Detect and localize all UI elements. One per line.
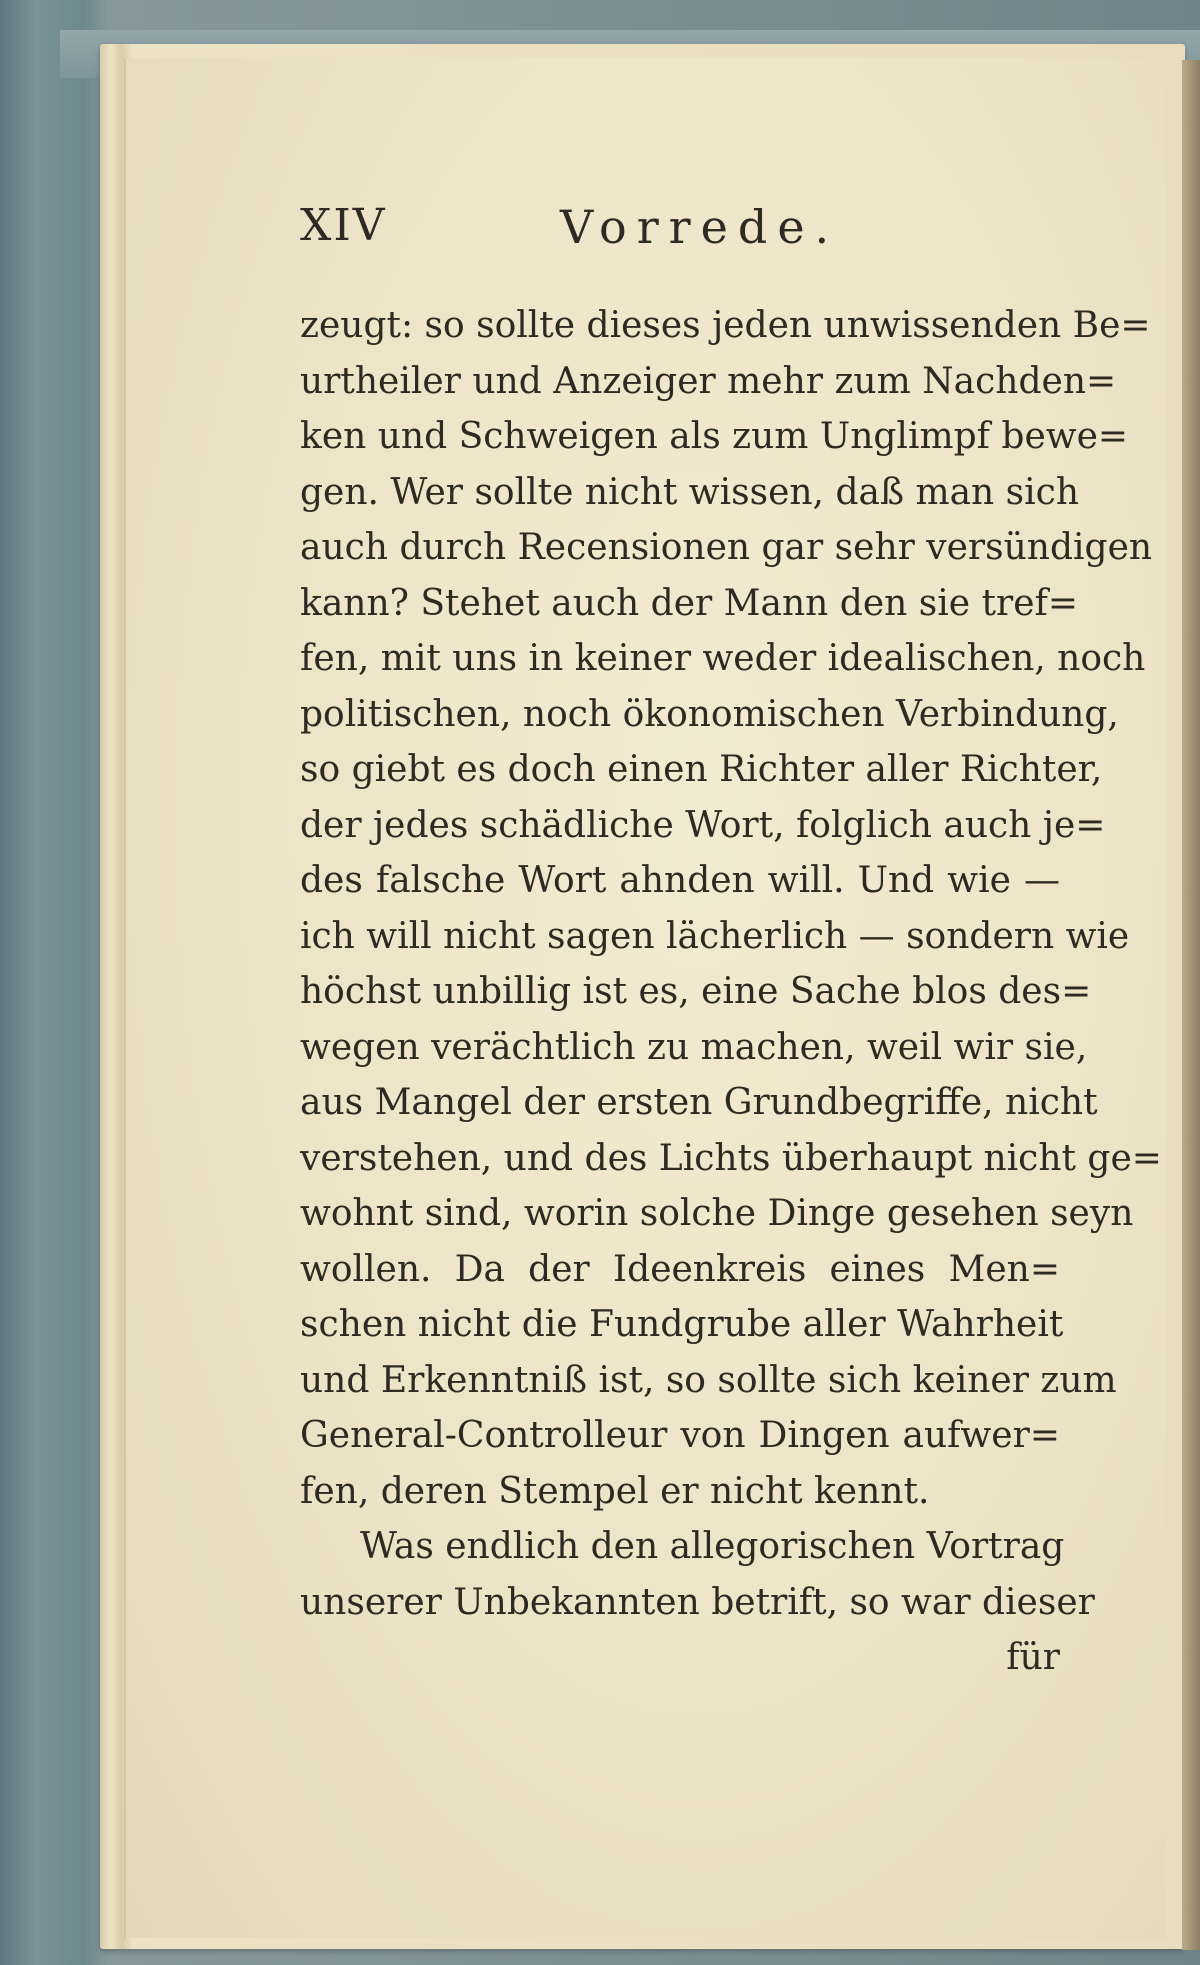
page-edge <box>1182 60 1200 1950</box>
text-line: höchst unbillig ist es, eine Sache blos des= <box>300 971 1092 1012</box>
text-line: des falsche Wort ahnden will. Und wie — <box>300 860 1060 901</box>
running-title: Vorrede. <box>560 200 840 254</box>
text-line: schen nicht die Fundgrube aller Wahrheit <box>300 1304 1064 1345</box>
text-line: zeugt: so sollte dieses jeden unwissenden Be= <box>300 305 1151 346</box>
text-line: ich will nicht sagen lächerlich — sondern wie <box>300 915 1130 957</box>
text-line: politischen, noch ökonomischen Verbindung, <box>300 693 1119 735</box>
text-line: urtheiler und Anzeiger mehr zum Nachden= <box>300 360 1117 402</box>
text-line: gen. Wer sollte nicht wissen, daß man sich <box>300 471 1080 513</box>
text-line: General-Controlleur von Dingen aufwer= <box>300 1415 1060 1456</box>
text-line: auch durch Recensionen gar sehr versündigen <box>300 527 1153 568</box>
page-number: XIV <box>300 200 387 251</box>
text-line: unserer Unbekannten betrift, so war dieser <box>300 1581 1095 1623</box>
text-line: wegen verächtlich zu machen, weil wir sie, <box>300 1026 1088 1068</box>
text-line: so giebt es doch einen Richter aller Richter, <box>300 749 1103 790</box>
text-line: Was endlich den allegorischen Vortrag <box>360 1526 1065 1567</box>
text-line: ken und Schweigen als zum Unglimpf bewe= <box>300 416 1129 457</box>
text-line: und Erkenntniß ist, so sollte sich keiner zum <box>300 1359 1117 1401</box>
text-line: kann? Stehet auch der Mann den sie tref= <box>300 582 1078 624</box>
text-line: aus Mangel der ersten Grundbegriffe, nicht <box>300 1082 1098 1123</box>
text-line: wohnt sind, worin solche Dinge gesehen seyn <box>300 1193 1134 1234</box>
text-line: fen, mit uns in keiner weder idealischen, noch <box>300 638 1146 679</box>
page-header <box>300 200 1060 270</box>
catchword: für <box>1006 1637 1060 1678</box>
text-line: fen, deren Stempel er nicht kennt. <box>300 1470 930 1512</box>
text-line: wollen. Da der Ideenkreis eines Men= <box>300 1248 1060 1290</box>
body-text <box>300 298 1162 1686</box>
text-line: der jedes schädliche Wort, folglich auch je= <box>300 804 1106 846</box>
text-line: verstehen, und des Lichts überhaupt nicht ge= <box>300 1137 1162 1179</box>
